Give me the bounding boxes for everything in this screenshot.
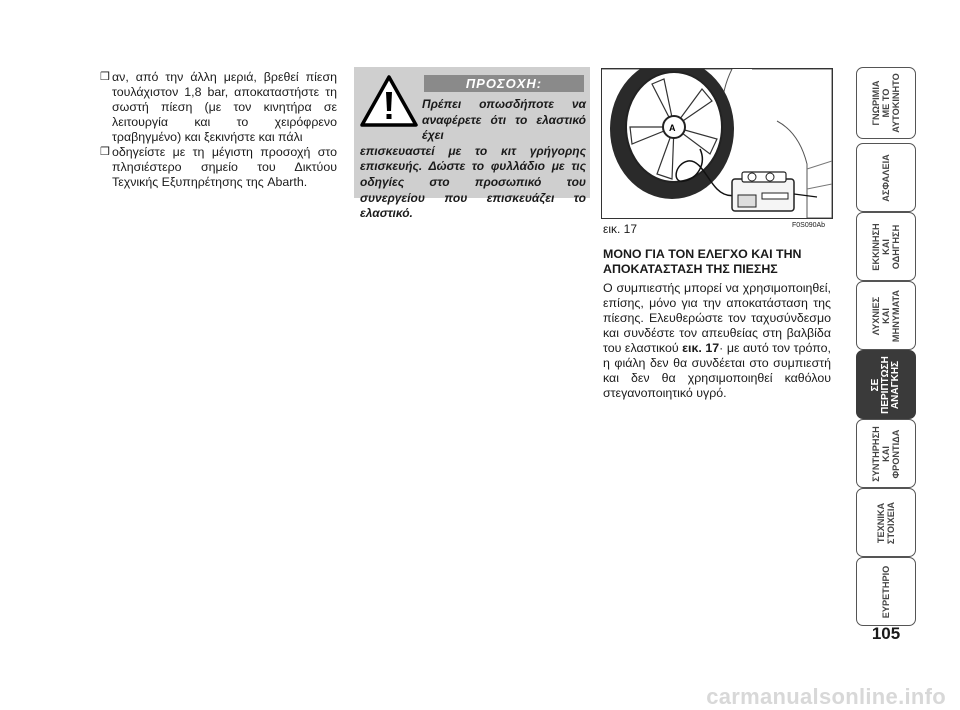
bullet-text: οδηγείστε με τη μέγιστη προσοχή στο πλησιέστερο σημείο του Δικτύου Τεχνικής Εξυπηρέτησης της Abarth. (112, 145, 337, 189)
tab-label: ΕΚΚΙΝΗΣΗ ΚΑΙ ΟΔΗΓΗΣΗ (871, 222, 901, 271)
tab-emergency[interactable] (856, 350, 916, 419)
body-text-end: · με αυτό τον τρόπο, η φιάλη δεν θα συνδέεται στο συμπιεστή και δεν θα χρησιμοποιηθεί καθόλου στεγανοποιητικό υγρό. (603, 341, 831, 400)
figure-code: F0S090Ab (792, 222, 826, 229)
tab-technical-data[interactable] (856, 488, 916, 557)
bullet-text: αν, από την άλλη μεριά, βρεθεί πίεση τουλάχιστον 1,8 bar, αποκαταστήστε τη σωστή πίεση (με τον κινητήρα σε λειτουργία και το χειρόφρενο τραβηγμένο) και ξεκινήστε και πάλι (112, 70, 337, 144)
right-column (603, 247, 831, 401)
figure-caption: εικ. 17 (603, 222, 638, 236)
warning-title: ΠΡΟΣΟΧΗ: (424, 75, 584, 92)
warning-text (360, 97, 586, 222)
tab-label: ΛΥΧΝΙΕΣ ΚΑΙ ΜΗΝΥΜΑΤΑ (871, 289, 901, 342)
watermark-text: carmanualsonline.info (706, 684, 946, 709)
tab-label: ΣΕ ΠΕΡΙΠΤΩΣΗ ΑΝΑΓΚΗΣ (870, 355, 901, 414)
tab-lights-messages[interactable] (856, 281, 916, 350)
svg-text:A: A (669, 123, 676, 133)
tab-label: ΣΥΝΤΗΡΗΣΗ ΚΑΙ ΦΡΟΝΤΙΔΑ (871, 425, 901, 482)
checkbox-bullet-icon: ❒ (100, 71, 110, 83)
bullet-item (100, 70, 337, 145)
section-body (603, 281, 831, 401)
tab-label: ΑΣΦΑΛΕΙΑ (881, 153, 891, 202)
tab-safety[interactable] (856, 143, 916, 212)
tab-starting-driving[interactable] (856, 212, 916, 281)
warning-box (354, 67, 590, 221)
warning-text-first: Πρέπει οπωσδήποτε να αναφέρετε ότι το ελαστικό έχει (422, 97, 586, 143)
checkbox-bullet-icon: ❒ (100, 146, 110, 158)
figure-tyre-compressor (601, 68, 833, 219)
body-text: Ο συμπιεστής μπορεί να χρησιμοποιηθεί, επίσης, μόνο για την αποκατάσταση της πίεσης. Ελευθερώστε τον ταχυσύνδεσμο και συνδέστε τον απευθείας στη βαλβίδα του ελαστικού (603, 281, 831, 355)
tab-index[interactable] (856, 557, 916, 626)
tab-label: ΕΥΡΕΤΗΡΙΟ (881, 565, 891, 618)
page-number: 105 (871, 624, 901, 643)
tab-maintenance-care[interactable] (856, 419, 916, 488)
warning-text-rest: επισκευαστεί με το κιτ γρήγορης επισκευής. Δώστε το φυλλάδιο με τις οδηγίες στο προσωπικό του συνεργείου που επισκευάζει το ελαστικό. (360, 143, 586, 221)
bullet-item (100, 145, 337, 190)
section-heading: ΜΟΝΟ ΓΙΑ ΤΟΝ ΕΛΕΓΧΟ ΚΑΙ ΤΗΝ ΑΠΟΚΑΤΑΣΤΑΣΗ ΤΗΣ ΠΙΕΣΗΣ (603, 247, 802, 276)
tyre-compressor-illustration (602, 69, 832, 218)
tab-label: ΤΕΧΝΙΚΑ ΣΤΟΙΧΕΙΑ (876, 501, 896, 544)
tab-getting-to-know[interactable] (856, 67, 916, 139)
left-column (100, 70, 337, 190)
tab-label: ΓΝΩΡΙΜΙΑ ΜΕ ΤΟ ΑΥΤΟΚΙΝΗΤΟ (871, 73, 901, 133)
figure-reference: εικ. 17 (682, 341, 720, 355)
footer (0, 684, 960, 709)
